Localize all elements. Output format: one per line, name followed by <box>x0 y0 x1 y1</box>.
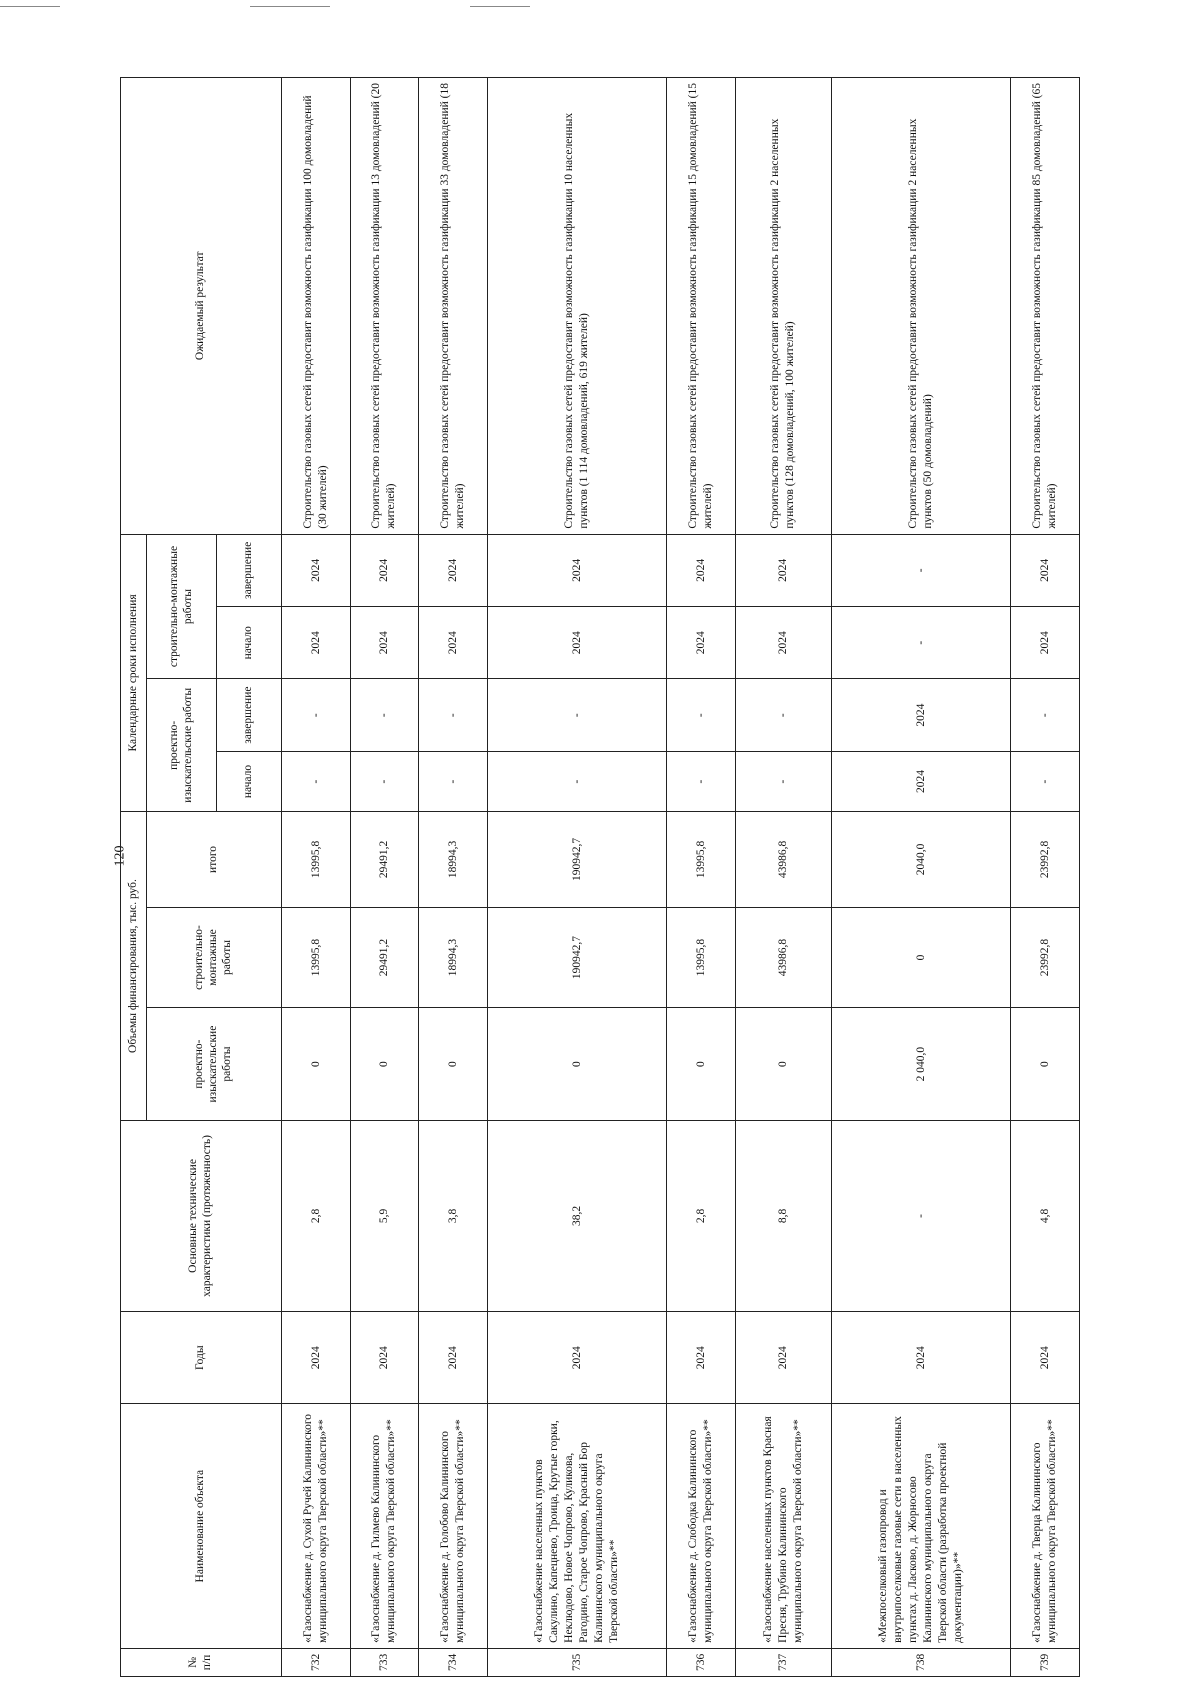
row-design-start: - <box>282 751 351 811</box>
table-row <box>735 78 831 1677</box>
row-fin-design: 0 <box>667 1008 736 1121</box>
row-construct-end: 2024 <box>667 534 736 606</box>
row-construct-end: 2024 <box>735 534 831 606</box>
row-fin-construct: 29491,2 <box>350 907 419 1008</box>
header-name: Наименование объекта <box>121 1404 282 1648</box>
header-dates-design: проектно-изыскательские работы <box>147 679 217 812</box>
row-construct-start: 2024 <box>487 607 667 679</box>
row-name: «Газоснабжение д. Голобово Калининского муниципального округа Тверской области»** <box>419 1404 488 1648</box>
row-num: 739 <box>1011 1648 1080 1676</box>
row-construct-end: 2024 <box>419 534 488 606</box>
row-fin-total: 23992,8 <box>1011 812 1080 908</box>
row-design-start: - <box>487 751 667 811</box>
row-year: 2024 <box>735 1311 831 1404</box>
row-construct-end: 2024 <box>487 534 667 606</box>
row-num: 736 <box>667 1648 736 1676</box>
header-fin-construct: строительно-монтажные работы <box>147 907 282 1008</box>
row-name: «Газоснабжение д. Сухой Ручей Калининского муниципального округа Тверской области»** <box>282 1404 351 1648</box>
row-fin-construct: 0 <box>831 907 1011 1008</box>
header-years: Годы <box>121 1311 282 1404</box>
row-year: 2024 <box>831 1311 1011 1404</box>
row-tech: 3,8 <box>419 1120 488 1311</box>
row-fin-design: 0 <box>419 1008 488 1121</box>
row-construct-start: 2024 <box>419 607 488 679</box>
row-fin-design: 2 040,0 <box>831 1008 1011 1121</box>
row-fin-total: 18994,3 <box>419 812 488 908</box>
row-year: 2024 <box>487 1311 667 1404</box>
row-design-start: - <box>350 751 419 811</box>
page-number: 120 <box>112 845 128 867</box>
row-fin-total: 43986,8 <box>735 812 831 908</box>
row-tech: 4,8 <box>1011 1120 1080 1311</box>
table-row <box>487 78 667 1677</box>
row-fin-construct: 13995,8 <box>667 907 736 1008</box>
row-design-start: - <box>667 751 736 811</box>
header-design-end: завершение <box>217 679 282 751</box>
row-fin-design: 0 <box>487 1008 667 1121</box>
row-design-end: - <box>667 679 736 751</box>
row-construct-start: 2024 <box>282 607 351 679</box>
header-tech: Основные технические характеристики (протяженность) <box>121 1120 282 1311</box>
row-year: 2024 <box>419 1311 488 1404</box>
table-row <box>1011 78 1080 1677</box>
table-row <box>831 78 1011 1677</box>
row-design-start: - <box>1011 751 1080 811</box>
row-design-start: 2024 <box>831 751 1011 811</box>
row-result: Строительство газовых сетей предоставит возможность газификации 2 населенных пунктов (128 домовладений, 100 жителей) <box>735 78 831 535</box>
row-fin-total: 2040,0 <box>831 812 1011 908</box>
row-design-end: 2024 <box>831 679 1011 751</box>
row-name: «Газоснабжение д. Слободка Калининского муниципального округа Тверской области»** <box>667 1404 736 1648</box>
row-construct-start: - <box>831 607 1011 679</box>
row-fin-design: 0 <box>350 1008 419 1121</box>
row-result: Строительство газовых сетей предоставит возможность газификации 2 населенных пунктов (50 домовладений) <box>831 78 1011 535</box>
row-construct-start: 2024 <box>1011 607 1080 679</box>
row-construct-end: 2024 <box>1011 534 1080 606</box>
row-result: Строительство газовых сетей предоставит возможность газификации 100 домовладений (30 жителей) <box>282 78 351 535</box>
row-fin-construct: 190942,7 <box>487 907 667 1008</box>
row-num: 732 <box>282 1648 351 1676</box>
row-construct-end: - <box>831 534 1011 606</box>
row-num: 738 <box>831 1648 1011 1676</box>
row-construct-start: 2024 <box>350 607 419 679</box>
row-fin-construct: 18994,3 <box>419 907 488 1008</box>
header-fin-total: итого <box>147 812 282 908</box>
row-design-end: - <box>735 679 831 751</box>
row-result: Строительство газовых сетей предоставит возможность газификации 10 населенных пунктов (1 114 домовладений, 619 жителей) <box>487 78 667 535</box>
row-design-end: - <box>350 679 419 751</box>
row-tech: 38,2 <box>487 1120 667 1311</box>
row-fin-total: 13995,8 <box>282 812 351 908</box>
row-fin-total: 29491,2 <box>350 812 419 908</box>
row-name: «Газоснабжение населенных пунктов Сакулино, Капецнево, Троица, Крутые горки, Неклюдово, Новое Чопрово, Куликова, Рагодино, Старое Чопрово, Красный Бор Калининского муниципального округа Тверской области»** <box>487 1404 667 1648</box>
row-fin-construct: 43986,8 <box>735 907 831 1008</box>
header-construct-end: завершение <box>217 534 282 606</box>
header-construct-start: начало <box>217 607 282 679</box>
rotated-table-container <box>120 77 1080 1677</box>
row-fin-design: 0 <box>1011 1008 1080 1121</box>
row-design-start: - <box>419 751 488 811</box>
row-year: 2024 <box>282 1311 351 1404</box>
row-fin-total: 190942,7 <box>487 812 667 908</box>
row-name: «Газоснабжение населенных пунктов Красная Пресня, Трубино Калининского муниципального округа Тверской области»** <box>735 1404 831 1648</box>
row-fin-total: 13995,8 <box>667 812 736 908</box>
row-construct-start: 2024 <box>667 607 736 679</box>
header-fin-design: проектно-изыскательские работы <box>147 1008 282 1121</box>
row-design-start: - <box>735 751 831 811</box>
row-design-end: - <box>282 679 351 751</box>
row-name: «Газоснабжение д. Гилмево Калининского муниципального округа Тверской области»** <box>350 1404 419 1648</box>
row-num: 734 <box>419 1648 488 1676</box>
row-name: «Газоснабжение д. Тверца Калининского муниципального округа Тверской области»** <box>1011 1404 1080 1648</box>
table-row <box>419 78 488 1677</box>
row-fin-construct: 23992,8 <box>1011 907 1080 1008</box>
row-tech: 8,8 <box>735 1120 831 1311</box>
row-num: 733 <box>350 1648 419 1676</box>
header-result: Ожидаемый результат <box>121 78 282 535</box>
header-dates: Календарные сроки исполнения <box>121 534 147 812</box>
header-finance: Объемы финансирования, тыс. руб. <box>121 812 147 1121</box>
header-num: № п/п <box>121 1648 282 1676</box>
row-fin-design: 0 <box>735 1008 831 1121</box>
row-tech: 2,8 <box>282 1120 351 1311</box>
table-row <box>350 78 419 1677</box>
table-row <box>282 78 351 1677</box>
row-fin-design: 0 <box>282 1008 351 1121</box>
row-year: 2024 <box>667 1311 736 1404</box>
row-fin-construct: 13995,8 <box>282 907 351 1008</box>
row-num: 735 <box>487 1648 667 1676</box>
gasification-table <box>120 77 1080 1677</box>
header-design-start: начало <box>217 751 282 811</box>
row-design-end: - <box>487 679 667 751</box>
row-tech: 5,9 <box>350 1120 419 1311</box>
row-tech: 2,8 <box>667 1120 736 1311</box>
row-result: Строительство газовых сетей предоставит возможность газификации 15 домовладений (15 жителей) <box>667 78 736 535</box>
table-row <box>667 78 736 1677</box>
row-design-end: - <box>419 679 488 751</box>
row-result: Строительство газовых сетей предоставит возможность газификации 85 домовладений (65 жителей) <box>1011 78 1080 535</box>
row-num: 737 <box>735 1648 831 1676</box>
row-construct-end: 2024 <box>350 534 419 606</box>
row-year: 2024 <box>1011 1311 1080 1404</box>
row-construct-start: 2024 <box>735 607 831 679</box>
row-tech: - <box>831 1120 1011 1311</box>
row-result: Строительство газовых сетей предоставит возможность газификации 13 домовладений (20 жителей) <box>350 78 419 535</box>
row-result: Строительство газовых сетей предоставит возможность газификации 33 домовладений (18 жителей) <box>419 78 488 535</box>
row-construct-end: 2024 <box>282 534 351 606</box>
row-design-end: - <box>1011 679 1080 751</box>
header-dates-construct: строительно-монтажные работы <box>147 534 217 679</box>
row-name: «Межпоселковый газопровод и внутрипоселковые газовые сети в населенных пунктах д. Ласково, д. Жорносово Калининского муниципального округа Тверской области (разработка проектной документации)»** <box>831 1404 1011 1648</box>
row-year: 2024 <box>350 1311 419 1404</box>
